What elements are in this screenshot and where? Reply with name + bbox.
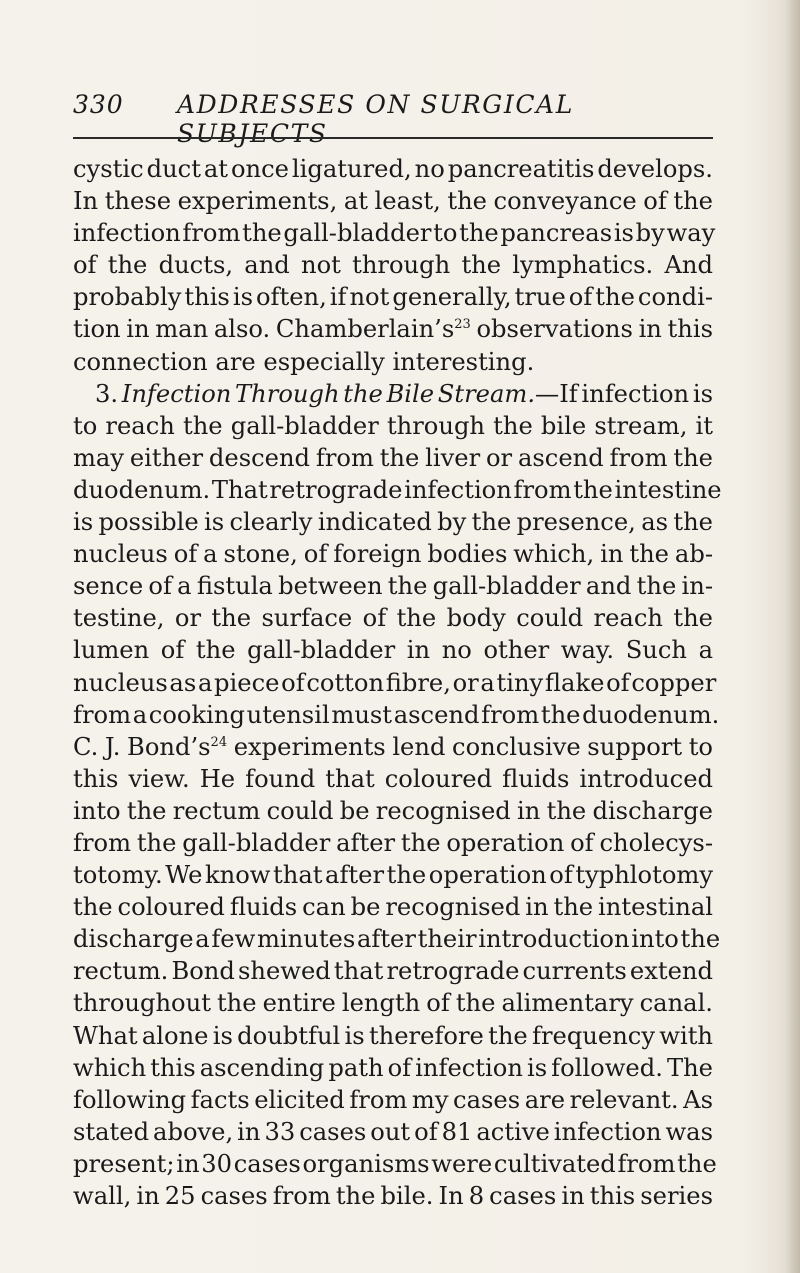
text-segment: —If infection is xyxy=(535,379,713,408)
text-line: into the rectum could be recognised in the discharge xyxy=(73,796,713,825)
text-line: sence of a fistula between the gall-bladder and the in- xyxy=(73,572,713,601)
body-text xyxy=(73,153,722,1212)
text-line: stated above, in 33 cases out of 81 active infection was xyxy=(73,1117,713,1146)
footnote-ref: 23 xyxy=(454,317,471,333)
page-edge-shadow xyxy=(786,0,800,1273)
footnote-ref: 24 xyxy=(210,734,228,750)
text-line: connection are especially interesting. xyxy=(73,347,535,376)
text-line: rectum. Bond shewed that retrograde currents extend xyxy=(73,957,713,986)
text-line: present; in 30 cases organisms were cultivated from the xyxy=(73,1149,717,1178)
text-line: which this ascending path of infection is followed. The xyxy=(73,1053,713,1082)
running-title: ADDRESSES ON SURGICAL SUBJECTS xyxy=(177,90,574,148)
text-line: to reach the gall-bladder through the bile stream, it xyxy=(73,411,713,440)
text-segment: tion in man also. xyxy=(73,315,271,344)
text-line: of the ducts, and not through the lymphatics. And xyxy=(73,251,713,280)
text-segment: experiments lend conclusive support to xyxy=(233,732,713,761)
text-line: totomy. We know that after the operation of typhlotomy xyxy=(73,861,713,890)
text-line: discharge a few minutes after their introduction into the xyxy=(73,925,721,954)
author-name: C. J. Bond’s xyxy=(73,732,211,761)
section-number: 3. xyxy=(95,379,119,408)
text-line-with-citation xyxy=(73,731,713,763)
text-line: is possible is clearly indicated by the presence, as the xyxy=(73,508,713,537)
text-line: this view. He found that coloured fluids introduced xyxy=(73,764,713,793)
page-number: 330 xyxy=(73,90,124,119)
text-line: In these experiments, at least, the conveyance of the xyxy=(73,187,713,216)
text-line: nucleus of a stone, of foreign bodies which, in the ab- xyxy=(73,540,713,569)
text-line: What alone is doubtful is therefore the frequency with xyxy=(73,1021,713,1050)
section-heading-line xyxy=(73,378,713,410)
text-line: cystic duct at once ligatured, no pancreatitis develops. xyxy=(73,155,713,183)
running-head xyxy=(73,90,713,148)
text-line-with-citation xyxy=(73,313,713,345)
text-line: probably this is often, if not generally, true of the condi- xyxy=(73,283,713,312)
text-line: nucleus as a piece of cotton fibre, or a tiny flake of copper xyxy=(73,668,717,697)
text-line: from a cooking utensil must ascend from the duodenum. xyxy=(73,700,720,729)
header-rule xyxy=(73,137,713,139)
text-line: testine, or the surface of the body could reach the xyxy=(73,604,713,633)
text-line: may either descend from the liver or ascend from the xyxy=(73,443,713,472)
text-line: duodenum. That retrograde infection from the intestine xyxy=(73,475,722,504)
text-segment: observations in this xyxy=(476,315,713,344)
text-line: infection from the gall-bladder to the pancreas is by way xyxy=(73,219,716,248)
text-line: following facts elicited from my cases are relevant. As xyxy=(73,1085,713,1114)
text-line: the coloured fluids can be recognised in the intestinal xyxy=(73,893,713,922)
text-line: lumen of the gall-bladder in no other way. Such a xyxy=(73,636,713,665)
text-line: from the gall-bladder after the operation of cholecys- xyxy=(73,828,713,857)
section-heading: Infection Through the Bile Stream. xyxy=(121,379,536,408)
text-line: wall, in 25 cases from the bile. In 8 cases in this series xyxy=(73,1182,713,1210)
author-name: Chamberlain’s xyxy=(275,315,455,344)
text-line: throughout the entire length of the alimentary canal. xyxy=(73,989,713,1018)
